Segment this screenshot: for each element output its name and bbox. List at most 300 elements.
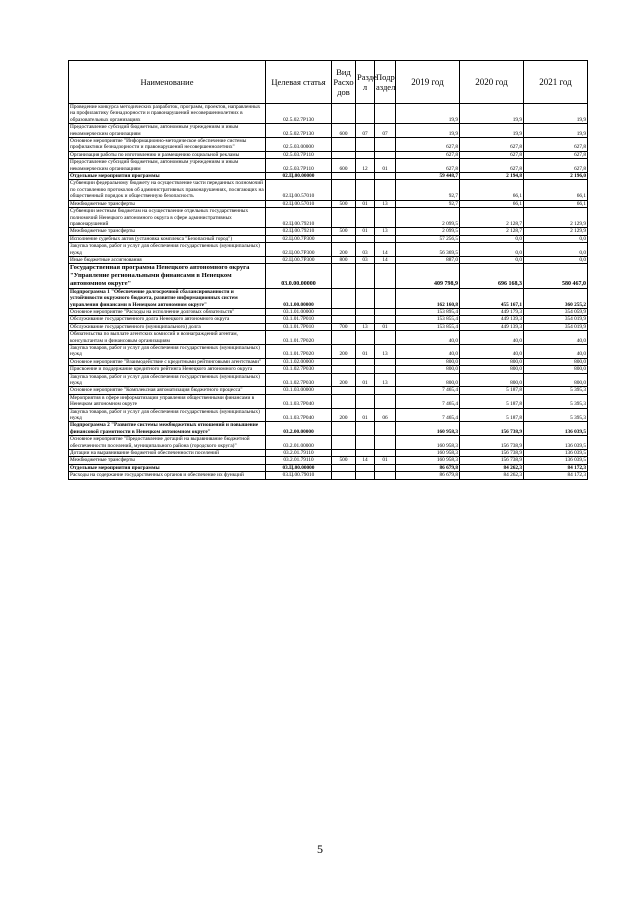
row-value-2020: 2 194,8 [460,173,524,180]
table-row [69,208,588,228]
row-expense-type: 500 [332,200,356,207]
row-value-2021: 800,0 [524,373,588,387]
row-value-2021: 19,9 [524,104,588,124]
row-expense-type [332,387,356,394]
row-value-2021: 2 129,9 [524,228,588,235]
row-target-code: 03.1.00.00000 [266,288,332,308]
row-expense-type [332,436,356,450]
row-name: Иные бюджетные ассигнования [69,256,266,263]
row-target-code: 03.1.01.7Р020 [266,344,332,358]
row-expense-type [332,422,356,436]
row-value-2019: 86 679,8 [396,464,460,471]
row-value-2019: 2 099,5 [396,208,460,228]
row-expense-type [332,308,356,315]
row-value-2020: 19,9 [460,124,524,138]
row-expense-type [332,358,356,365]
table-row [69,344,588,358]
row-expense-type [332,104,356,124]
row-subsection [375,394,396,408]
row-target-code: 03.1.01.7Р010 [266,323,332,330]
row-value-2020: 40,0 [460,344,524,358]
row-subsection [375,151,396,158]
table-row [69,173,588,180]
row-value-2021: 5 395,3 [524,408,588,422]
row-name: Подпрограмма 2 "Развитие системы межбюджетных отношений и повышение финансовой грамотности в Ненецком автономном округе" [69,422,266,436]
row-value-2019: 7 465,4 [396,408,460,422]
row-name: Государственная программа Ненецкого автономного округа "Управление региональными финансами в Ненецком автономном округе" [69,264,266,288]
row-subsection [375,422,396,436]
row-value-2020: 800,0 [460,358,524,365]
row-section: 01 [356,344,375,358]
row-value-2020: 5 187,8 [460,408,524,422]
row-section [356,422,375,436]
row-section [356,436,375,450]
row-section: 14 [356,457,375,464]
table-row [69,323,588,330]
row-value-2019: 800,0 [396,373,460,387]
row-value-2020: 449 139,3 [460,316,524,323]
row-name: Основное мероприятие "Комплексная автоматизация бюджетного процесса" [69,387,266,394]
row-value-2019: 627,8 [396,138,460,152]
row-value-2021: 5 395,3 [524,387,588,394]
table-row [69,180,588,200]
table-row [69,235,588,242]
row-name: Основное мероприятие "Взаимодействие с кредитными рейтинговыми агентствами" [69,358,266,365]
row-value-2020: 156 738,9 [460,457,524,464]
row-value-2021: 0,0 [524,243,588,257]
row-value-2019: 160 958,3 [396,436,460,450]
row-value-2020: 66,1 [460,200,524,207]
row-subsection [375,235,396,242]
row-target-code: 03.1.02.7Р030 [266,373,332,387]
row-expense-type [332,180,356,200]
table-row [69,308,588,315]
row-target-code: 03.2.01.79110 [266,457,332,464]
row-name: Дотации на выравнивание бюджетной обеспеченности поселений [69,450,266,457]
row-value-2019: 92,7 [396,200,460,207]
table-row [69,124,588,138]
column-header-target: Целевая статья [266,61,332,104]
row-name: Предоставление субсидий бюджетным, автономным учреждениям и иным некоммерческим организациям [69,159,266,173]
row-value-2021: 354 059,9 [524,308,588,315]
row-section [356,308,375,315]
row-section: 03 [356,256,375,263]
row-name: Мероприятия в сфере информатизации управления общественными финансами в Ненецком автономном округе [69,394,266,408]
row-value-2021: 2 129,9 [524,208,588,228]
row-section [356,472,375,479]
row-value-2019: 800,0 [396,358,460,365]
row-section [356,316,375,323]
row-value-2019: 57 256,5 [396,235,460,242]
row-value-2020: 5 187,8 [460,394,524,408]
table-row [69,151,588,158]
row-value-2019: 409 798,9 [396,264,460,288]
row-target-code: 02.Ц.00.7Р300 [266,243,332,257]
row-target-code: 02.5.02.7Р130 [266,104,332,124]
row-value-2020: 449 179,3 [460,308,524,315]
row-expense-type: 600 [332,159,356,173]
row-subsection [375,472,396,479]
column-header-2021: 2021 год [524,61,588,104]
row-expense-type [332,138,356,152]
row-subsection [375,104,396,124]
row-expense-type: 700 [332,323,356,330]
row-target-code: 03.1.01.7Р010 [266,316,332,323]
row-value-2020: 455 167,1 [460,288,524,308]
row-value-2021: 40,0 [524,331,588,345]
table-row [69,464,588,471]
column-header-section: Разде л [356,61,375,104]
row-value-2019: 627,8 [396,151,460,158]
table-row [69,436,588,450]
row-section: 12 [356,159,375,173]
row-value-2021: 136 039,5 [524,422,588,436]
row-expense-type [332,173,356,180]
row-expense-type: 500 [332,228,356,235]
row-section [356,264,375,288]
row-subsection [375,138,396,152]
row-name: Межбюджетные трансферты [69,457,266,464]
table-row [69,288,588,308]
row-value-2020: 19,9 [460,104,524,124]
row-target-code: 03.Ц.00.00000 [266,464,332,471]
row-name: Присвоение и поддержание кредитного рейтинга Ненецкого автономного округа [69,366,266,373]
row-target-code: 02.5.03.7Р110 [266,159,332,173]
row-value-2019: 800,0 [396,366,460,373]
row-value-2019: 162 160,8 [396,288,460,308]
row-expense-type [332,472,356,479]
page-number: 5 [317,842,323,856]
row-value-2020: 696 168,3 [460,264,524,288]
row-name: Обслуживание государственного долга Ненецкого автономного округа [69,316,266,323]
row-expense-type: 600 [332,124,356,138]
row-section [356,464,375,471]
row-value-2019: 160 958,3 [396,457,460,464]
row-subsection [375,308,396,315]
row-expense-type: 800 [332,256,356,263]
row-target-code: 02.Ц.00.00000 [266,173,332,180]
row-target-code: 03.Ц.00.79010 [266,472,332,479]
row-value-2021: 354 019,9 [524,316,588,323]
row-target-code: 02.Ц.00.79210 [266,208,332,228]
row-name: Закупка товаров, работ и услуг для обеспечения государственных (муниципальных) нужд [69,408,266,422]
row-value-2020: 40,0 [460,331,524,345]
table-row [69,373,588,387]
row-value-2021: 19,9 [524,124,588,138]
row-target-code: 02.Ц.00.57010 [266,180,332,200]
row-subsection: 14 [375,243,396,257]
row-expense-type: 200 [332,408,356,422]
row-value-2021: 66,1 [524,200,588,207]
row-subsection: 06 [375,408,396,422]
table-row [69,243,588,257]
row-target-code: 02.5.03.00000 [266,138,332,152]
row-subsection [375,180,396,200]
row-target-code: 02.Ц.00.79210 [266,228,332,235]
table-row [69,264,588,288]
row-value-2021: 800,0 [524,358,588,365]
row-value-2021: 136 039,5 [524,436,588,450]
row-target-code: 03.2.01.00000 [266,436,332,450]
row-name: Закупка товаров, работ и услуг для обеспечения государственных (муниципальных) нужд [69,373,266,387]
row-value-2020: 2 128,7 [460,228,524,235]
row-value-2019: 2 099,5 [396,228,460,235]
row-subsection: 01 [375,457,396,464]
row-value-2020: 449 139,3 [460,323,524,330]
table-row [69,138,588,152]
column-header-subsection: Подр аздел [375,61,396,104]
table-row [69,422,588,436]
row-expense-type: 200 [332,243,356,257]
row-subsection [375,450,396,457]
row-subsection [375,316,396,323]
row-value-2021: 136 039,5 [524,450,588,457]
row-value-2019: 160 958,3 [396,422,460,436]
row-expense-type: 200 [332,344,356,358]
row-value-2020: 156 738,9 [460,436,524,450]
row-value-2019: 19,9 [396,104,460,124]
row-target-code: 03.1.03.00000 [266,387,332,394]
row-section: 13 [356,323,375,330]
row-section [356,450,375,457]
row-section [356,366,375,373]
row-value-2020: 5 187,8 [460,387,524,394]
row-value-2019: 40,0 [396,344,460,358]
row-subsection [375,464,396,471]
row-value-2020: 627,8 [460,138,524,152]
row-value-2021: 354 019,9 [524,323,588,330]
column-header-2020: 2020 год [460,61,524,104]
row-section [356,331,375,345]
row-target-code: 03.1.02.00000 [266,358,332,365]
row-value-2019: 86 679,8 [396,472,460,479]
row-name: Отдельные мероприятия программы [69,464,266,471]
row-expense-type [332,208,356,228]
row-value-2020: 84 262,3 [460,464,524,471]
row-section: 01 [356,408,375,422]
row-name: Субвенции местным бюджетам на осуществление отдельных государственных полномочий Ненецкого автономного округа в сфере административных правонарушений [69,208,266,228]
table-row [69,316,588,323]
row-name: Основное мероприятие "Расходы на исполнение долговых обязательств" [69,308,266,315]
row-target-code: 03.2.00.00000 [266,422,332,436]
table-row [69,472,588,479]
row-name: Межбюджетные трансферты [69,228,266,235]
table-header-row [69,61,588,104]
row-value-2020: 2 128,7 [460,208,524,228]
row-value-2021: 0,0 [524,235,588,242]
row-value-2020: 627,8 [460,151,524,158]
row-value-2021: 580 467,0 [524,264,588,288]
row-value-2019: 40,0 [396,331,460,345]
row-value-2019: 56 369,5 [396,243,460,257]
row-name: Закупка товаров, работ и услуг для обеспечения государственных (муниципальных) нужд [69,243,266,257]
row-section [356,358,375,365]
row-value-2019: 153 895,4 [396,308,460,315]
row-section: 07 [356,124,375,138]
column-header-name: Наименование [69,61,266,104]
row-value-2021: 84 172,3 [524,464,588,471]
row-value-2019: 153 855,4 [396,323,460,330]
row-subsection: 07 [375,124,396,138]
row-name: Организация работы по изготовлению и размещению социальной рекламы [69,151,266,158]
row-name: Основное мероприятие "Информационно-методическое обеспечение системы профилактики безнадзорности и правонарушений несовершеннолетних" [69,138,266,152]
row-section [356,235,375,242]
row-subsection [375,208,396,228]
row-name: Отдельные мероприятия программы [69,173,266,180]
row-target-code: 02.5.03.7Р110 [266,151,332,158]
row-value-2020: 156 738,9 [460,422,524,436]
row-expense-type [332,450,356,457]
row-subsection [375,331,396,345]
row-value-2021: 627,8 [524,151,588,158]
row-name: Подпрограмма 1 "Обеспечение долгосрочной сбалансированности и устойчивости окружного бюджета, развитие информационных систем управления финансами в Ненецком автономном округе" [69,288,266,308]
table-row [69,450,588,457]
row-value-2021: 627,8 [524,159,588,173]
row-value-2021: 800,0 [524,366,588,373]
row-target-code: 03.0.00.00000 [266,264,332,288]
row-subsection [375,387,396,394]
row-section: 01 [356,373,375,387]
row-subsection [375,358,396,365]
row-section: 01 [356,200,375,207]
row-section [356,208,375,228]
row-value-2020: 156 738,9 [460,450,524,457]
row-section [356,173,375,180]
row-subsection [375,264,396,288]
table-row [69,387,588,394]
row-subsection: 01 [375,159,396,173]
row-name: Обязательства по выплате агентских комиссий и вознаграждений агентам, консультантам и финансовым организациям [69,331,266,345]
row-section [356,138,375,152]
budget-table [68,60,588,480]
row-name: Субвенции федеральному бюджету на осуществление части переданных полномочий по составлению протоколов об административных правонарушениях, посягающих на общественный порядок и общественную безопасность [70,180,264,200]
row-target-code: 02.Ц.00.57010 [266,200,332,207]
row-value-2020: 84 262,3 [460,472,524,479]
row-value-2019: 19,9 [396,124,460,138]
row-value-2021: 40,0 [524,344,588,358]
row-expense-type [332,316,356,323]
row-value-2020: 0,0 [460,256,524,263]
table-row [69,200,588,207]
table-row [69,394,588,408]
row-value-2020: 627,8 [460,159,524,173]
row-value-2021: 136 039,5 [524,457,588,464]
row-value-2019: 153 855,4 [396,316,460,323]
row-section [356,387,375,394]
row-name: Обслуживание государственного (муниципального) долга [69,323,266,330]
row-section [356,151,375,158]
row-value-2019: 59 448,7 [396,173,460,180]
row-value-2020: 0,0 [460,243,524,257]
table-row [69,457,588,464]
column-header-expense-type: Вид Расхо дов [332,61,356,104]
row-subsection: 13 [375,373,396,387]
row-value-2021: 2 196,0 [524,173,588,180]
row-target-code: 02.Ц.00.7Р300 [266,235,332,242]
row-value-2021: 66,1 [524,180,588,200]
row-expense-type [332,151,356,158]
row-section [356,180,375,200]
row-section: 01 [356,228,375,235]
row-subsection: 13 [375,228,396,235]
row-expense-type [332,366,356,373]
row-value-2019: 887,0 [396,256,460,263]
table-row [69,104,588,124]
row-target-code: 02.5.02.7Р130 [266,124,332,138]
row-expense-type [332,464,356,471]
row-expense-type [332,264,356,288]
row-target-code: 02.Ц.00.7Р300 [266,256,332,263]
column-header-2019: 2019 год [396,61,460,104]
row-value-2020: 0,0 [460,235,524,242]
row-value-2019: 627,8 [396,159,460,173]
table-row [69,228,588,235]
row-value-2021: 5 395,3 [524,394,588,408]
row-subsection: 14 [375,256,396,263]
row-section [356,394,375,408]
row-subsection [375,366,396,373]
row-value-2021: 0,0 [524,256,588,263]
table-row [69,159,588,173]
row-target-code: 03.1.01.7Р020 [266,331,332,345]
row-section [356,288,375,308]
row-expense-type [332,331,356,345]
row-subsection: 01 [375,323,396,330]
row-subsection: 13 [375,200,396,207]
table-row [69,256,588,263]
row-target-code: 03.2.01.79110 [266,450,332,457]
row-subsection [375,436,396,450]
row-subsection [375,173,396,180]
row-name: Проведение конкурса методических разработок, программ, проектов, направленных на профилактику безнадзорности и правонарушений несовершеннолетних в образовательных организациях [69,104,266,124]
row-expense-type [332,288,356,308]
row-name: Предоставление субсидий бюджетным, автономным учреждениям и иным некоммерческим организациям [69,124,266,138]
row-expense-type [332,394,356,408]
row-name: Исполнение судебных актов (установка комплекса "Безопасный город") [69,235,266,242]
row-name: Закупка товаров, работ и услуг для обеспечения государственных (муниципальных) нужд [69,344,266,358]
row-expense-type: 500 [332,457,356,464]
row-section [356,104,375,124]
row-section: 03 [356,243,375,257]
row-name: Расходы на содержание государственных органов и обеспечение их функций [69,472,266,479]
row-subsection: 13 [375,344,396,358]
table-row [69,358,588,365]
row-expense-type: 200 [332,373,356,387]
row-value-2020: 66,1 [460,180,524,200]
table-row [69,331,588,345]
row-value-2020: 800,0 [460,366,524,373]
row-value-2021: 627,8 [524,138,588,152]
row-value-2019: 7 465,4 [396,394,460,408]
row-value-2019: 160 958,3 [396,450,460,457]
row-subsection [375,288,396,308]
row-value-2019: 92,7 [396,180,460,200]
table-row [69,366,588,373]
row-value-2021: 84 172,3 [524,472,588,479]
row-name: Межбюджетные трансферты [69,200,266,207]
row-name: Основное мероприятие "Предоставление дотаций на выравнивание бюджетной обеспеченности поселений, муниципального района (городского округа)" [69,436,266,450]
row-value-2019: 7 465,4 [396,387,460,394]
table-body [69,104,588,480]
row-target-code: 03.1.03.7Р040 [266,394,332,408]
row-target-code: 03.1.03.7Р040 [266,408,332,422]
row-expense-type [332,235,356,242]
table-row [69,408,588,422]
row-value-2021: 360 255,2 [524,288,588,308]
row-target-code: 03.1.02.7Р030 [266,366,332,373]
row-value-2020: 800,0 [460,373,524,387]
row-target-code: 03.1.01.00000 [266,308,332,315]
